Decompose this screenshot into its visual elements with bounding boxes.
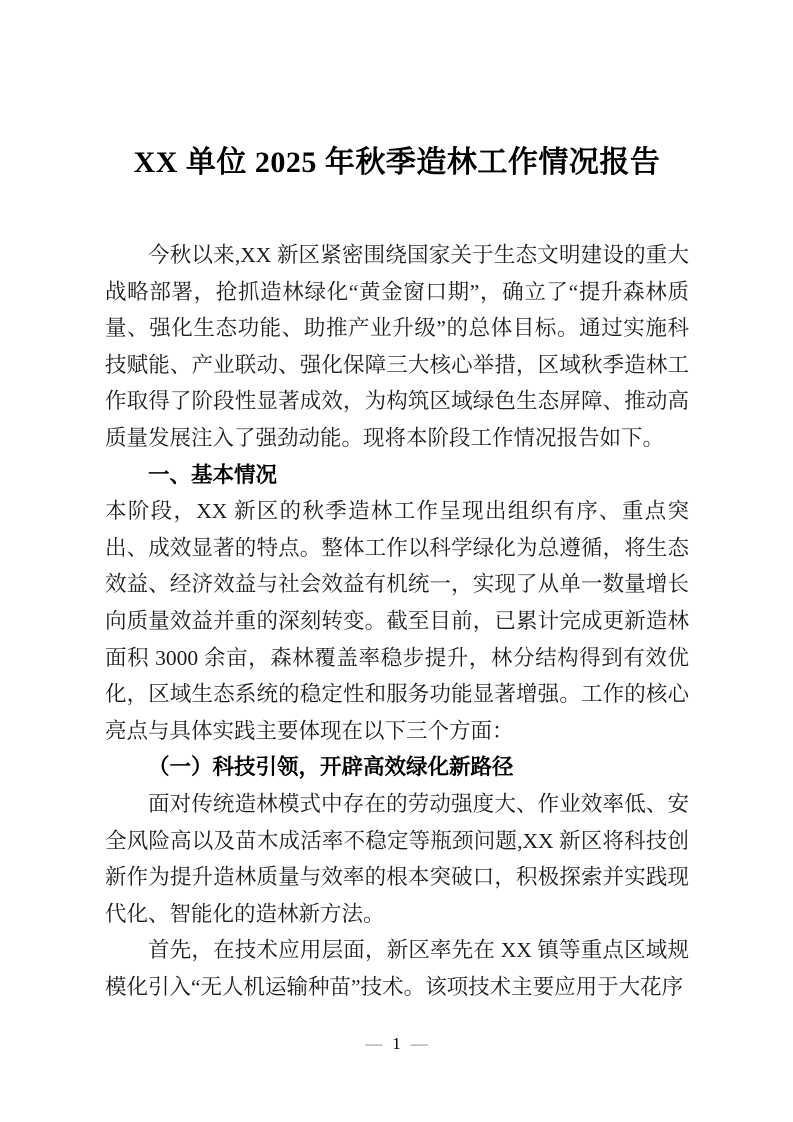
page-footer bbox=[0, 1033, 793, 1055]
section-heading-1: 一、基本情况 bbox=[148, 462, 278, 487]
paragraph-intro: 今秋以来,XX 新区紧密围绕国家关于生态文明建设的重大战略部署，抢抓造林绿化“黄金窗口期”，确立了“提升森林质量、强化生态功能、助推产业升级”的总体目标。通过实施科技赋能、产业联动、强化保障三大核心举措，区域秋季造林工作取得了阶段性显著成效，为构筑区域绿色生态屏障、推动高质量发展注入了强劲动能。现将本阶段工作情况报告如下。 bbox=[105, 243, 689, 450]
document-body bbox=[105, 237, 689, 1005]
footer-page-number: 1 bbox=[392, 1034, 401, 1053]
paragraph-tech-challenges: 面对传统造林模式中存在的劳动强度大、作业效率低、安全风险高以及苗木成活率不稳定等瓶颈问题,XX 新区将科技创新作为提升造林质量与效率的根本突破口，积极探索并实践现代化、智能化的造林新方法。 bbox=[105, 791, 689, 926]
section-heading-1-1: （一）科技引领，开辟高效绿化新路径 bbox=[148, 755, 514, 780]
paragraph-tech-application: 首先，在技术应用层面，新区率先在 XX 镇等重点区域规模化引入“无人机运输种苗”技术。该项技术主要应用于大花序 bbox=[105, 938, 689, 999]
footer-dash-left: — bbox=[365, 1034, 383, 1053]
document-content bbox=[105, 0, 689, 1005]
paragraph-overview: 本阶段，XX 新区的秋季造林工作呈现出组织有序、重点突出、成效显著的特点。整体工作以科学绿化为总遵循，将生态效益、经济效益与社会效益有机统一，实现了从单一数量增长向质量效益并重的深刻转变。截至目前，已累计完成更新造林面积 3000 余亩，森林覆盖率稳步提升，林分结构得到有效优化，区域生态系统的稳定性和服务功能显著增强。工作的核心亮点与具体实践主要体现在以下三个方面： bbox=[105, 499, 689, 743]
footer-dash-right: — bbox=[410, 1034, 428, 1053]
document-title: XX 单位 2025 年秋季造林工作情况报告 bbox=[133, 146, 661, 179]
